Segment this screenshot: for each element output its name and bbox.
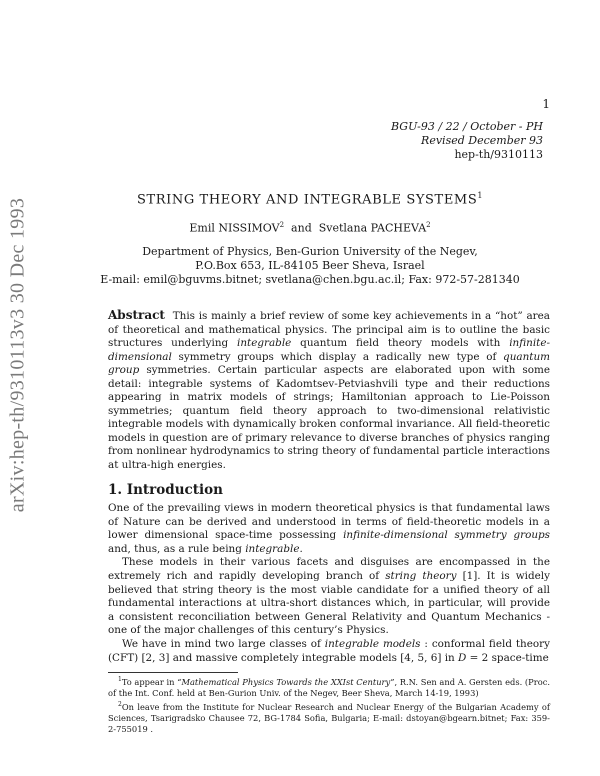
author-1-mark: 2 [279, 221, 285, 229]
footnotes [108, 674, 550, 735]
affiliation-line-3: E-mail: emil@bguvms.bitnet; svetlana@chen.bgu.ac.il; Fax: 972-57-281340 [100, 273, 520, 286]
affiliation-line-1: Department of Physics, Ben-Gurion University of the Negev, [142, 245, 478, 258]
body-text [108, 502, 550, 665]
paper-title [60, 191, 560, 207]
footnote-1 [108, 674, 550, 699]
section-heading [108, 482, 223, 498]
report-id: hep-th/9310113 [454, 148, 543, 161]
abstract-text: symmetry groups which display a radically new type of [171, 350, 504, 363]
authors [60, 221, 560, 235]
paragraph-text: We have in mind two large classes of [122, 637, 325, 650]
paragraph-emphasis: D [458, 651, 467, 664]
footnote-text: To appear in [121, 676, 178, 687]
paragraph-emphasis: string theory [385, 569, 457, 582]
paragraph-text: One of the prevailing views in modern theoretical physics is that fundamental laws of Nature can be derived and understood in terms of field-theoretic models in a lower dimensional space-time possessing [108, 502, 550, 542]
abstract-emphasis: infinite-dimensional [108, 337, 550, 363]
paragraph-text: = 2 space-time [466, 651, 549, 664]
abstract-text: quantum field theory models with [291, 337, 510, 349]
arxiv-stamp-text: arXiv:hep-th/9310113v3 30 Dec 1993 [6, 197, 29, 513]
paper-title-text: STRING THEORY AND INTEGRABLE SYSTEMS [136, 192, 478, 208]
author-2-mark: 2 [426, 221, 431, 229]
footnote-emphasis: “Mathematical Physics Towards the XXIst Century” [177, 676, 395, 687]
abstract-text: This is mainly a brief review of some key achievements in a “hot” area of theoretical and mathematical physics. The principal aim is to outline the basic structures underlying [108, 310, 550, 349]
report-info [391, 120, 543, 162]
author-joiner: and [291, 221, 312, 235]
report-revised: Revised December 93 [421, 134, 543, 147]
section-number: 1. [108, 482, 123, 498]
footnote-text: , R.N. Sen and A. Gersten eds. (Proc. of the Int. Conf. held at Ben-Gurion Univ. of the Negev, Beer Sheva, March 14-19, 1993) [108, 676, 550, 698]
affiliation [60, 245, 560, 287]
footnote-rule [108, 672, 238, 673]
paragraph-emphasis: integrable [245, 542, 300, 555]
abstract-text: symmetries. Certain particular aspects are elaborated upon with some detail: integrable systems of Kadomtsev-Petviashvili type and their reductions appearing in matrix models of strings; Hamiltonian approach to Lie-Poisson symmetries; quantum field theory approach to two-dimensional relativistic integrable models with dynamically broken conformal invariance. All field-theoretic models in question are of primary relevance to diverse branches of physics ranging from nonlinear hydrodynamics to string theory of fundamental particle interactions at ultra-high energies. [108, 364, 550, 471]
paragraph-text: These models in their various facets and disguises are encompassed in the extremely rich and rapidly developing branch of [108, 556, 550, 582]
report-number: BGU-93 / 22 / October - PH [391, 120, 543, 133]
author-1: Emil NISSIMOV [189, 221, 280, 235]
paragraph-2 [108, 556, 550, 638]
paragraph-emphasis: integrable models [324, 637, 421, 650]
title-footnote-mark: 1 [477, 191, 484, 200]
author-2: Svetlana PACHEVA [318, 221, 427, 235]
paragraph-text: and, thus, as a rule being [108, 542, 246, 555]
paragraph-text: [1]. It is widely believed that string theory is the most viable candidate for a unified theory of all fundamental interactions at ultra-short distances which, in particular, will provide a consistent reconciliation between General Relativity and Quantum Mechanics - one of the major challenges of this century’s Physics. [108, 569, 550, 637]
affiliation-line-2: P.O.Box 653, IL-84105 Beer Sheva, Israel [195, 259, 425, 272]
section-title: Introduction [126, 482, 223, 498]
abstract-emphasis: integrable [237, 337, 292, 349]
arxiv-stamp [4, 190, 32, 520]
page-number: 1 [542, 97, 550, 111]
abstract-heading: Abstract [108, 308, 165, 322]
paragraph-text: . [299, 542, 303, 555]
footnote-2-mark: 2 [118, 700, 122, 708]
abstract [108, 309, 550, 472]
paragraph-text: : conformal field theory (CFT) [2, 3] and massive completely integrable models [4, 5, 6] in [108, 637, 550, 664]
footnote-text: On leave from the Institute for Nuclear Research and Nuclear Energy of the Bulgarian Academy of Sciences, Tsarigradsko Chausee 72, BG-1784 Sofia, Bulgaria; E-mail: dstoyan@bgearn.bitnet; Fax: 359-2-755019 . [108, 701, 550, 734]
paragraph-3 [108, 638, 550, 665]
paragraph-1 [108, 502, 550, 556]
abstract-emphasis: quantum group [108, 350, 550, 376]
paragraph-emphasis: infinite-dimensional symmetry groups [343, 529, 550, 542]
footnote-1-mark: 1 [118, 676, 122, 683]
footnote-2 [108, 699, 550, 735]
